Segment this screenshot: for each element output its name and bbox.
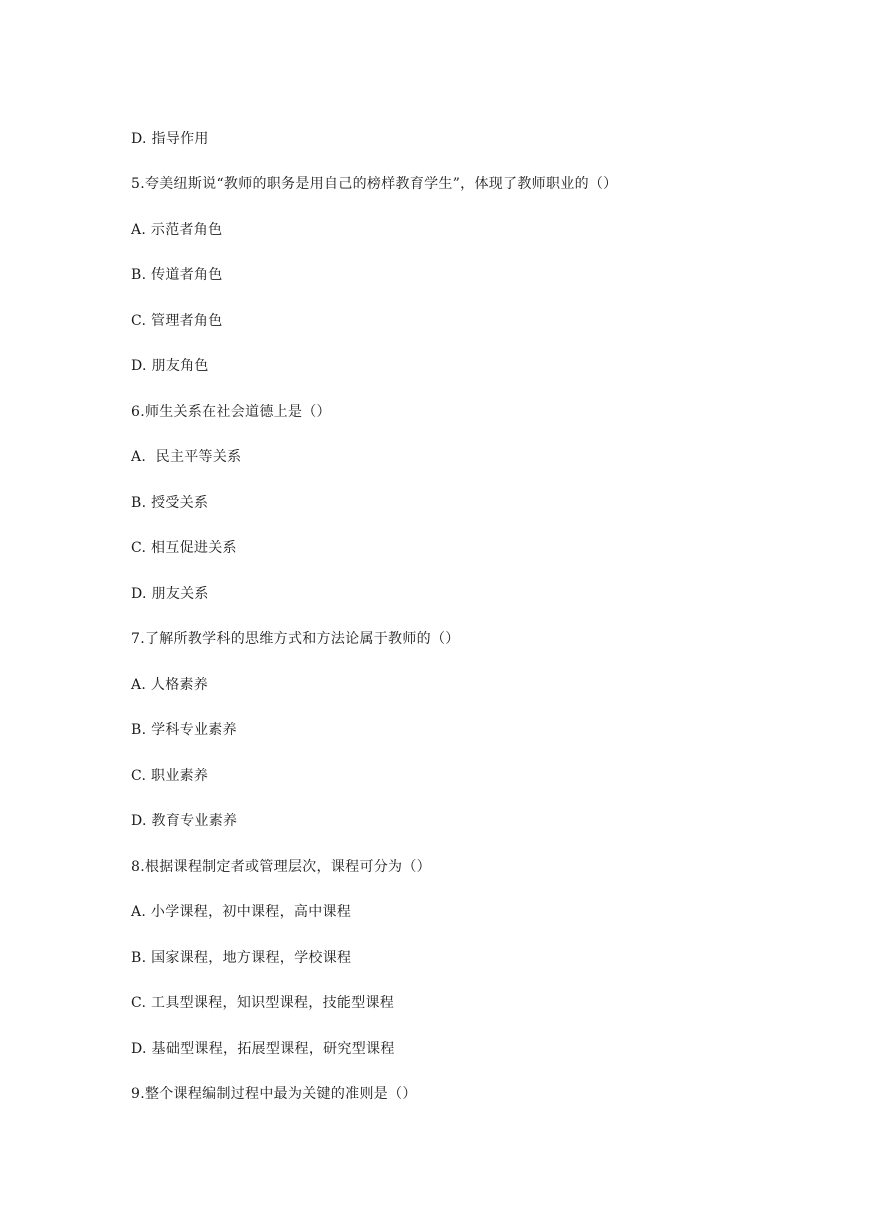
option-c-q8: C. 工具型课程，知识型课程，技能型课程 — [131, 995, 395, 1011]
option-a-q6: A. 民主平等关系 — [131, 449, 242, 465]
question-5: 5.夸美纽斯说“教师的职务是用自己的榜样教育学生”，体现了教师职业的（） — [131, 176, 618, 192]
question-8: 8.根据课程制定者或管理层次，课程可分为（） — [131, 859, 431, 875]
option-a-q5: A. 示范者角色 — [131, 222, 223, 238]
option-d-q8: D. 基础型课程，拓展型课程，研究型课程 — [131, 1041, 395, 1057]
question-9: 9.整个课程编制过程中最为关键的准则是（） — [131, 1086, 417, 1102]
option-c-q6: C. 相互促进关系 — [131, 540, 237, 556]
option-c-q5: C. 管理者角色 — [131, 313, 223, 329]
option-d-q4: D. 指导作用 — [131, 131, 209, 147]
option-b-q6: B. 授受关系 — [131, 495, 209, 511]
option-b-q8: B. 国家课程，地方课程，学校课程 — [131, 950, 352, 966]
option-a-q8: A. 小学课程，初中课程，高中课程 — [131, 904, 352, 920]
option-b-q7: B. 学科专业素养 — [131, 722, 237, 738]
option-b-q5: B. 传道者角色 — [131, 267, 223, 283]
question-6: 6.师生关系在社会道德上是（） — [131, 404, 331, 420]
option-d-q5: D. 朋友角色 — [131, 358, 209, 374]
option-c-q7: C. 职业素养 — [131, 768, 209, 784]
option-d-q7: D. 教育专业素养 — [131, 813, 238, 829]
option-d-q6: D. 朋友关系 — [131, 586, 209, 602]
question-7: 7.了解所教学科的思维方式和方法论属于教师的（） — [131, 631, 460, 647]
option-a-q7: A. 人格素养 — [131, 677, 209, 693]
